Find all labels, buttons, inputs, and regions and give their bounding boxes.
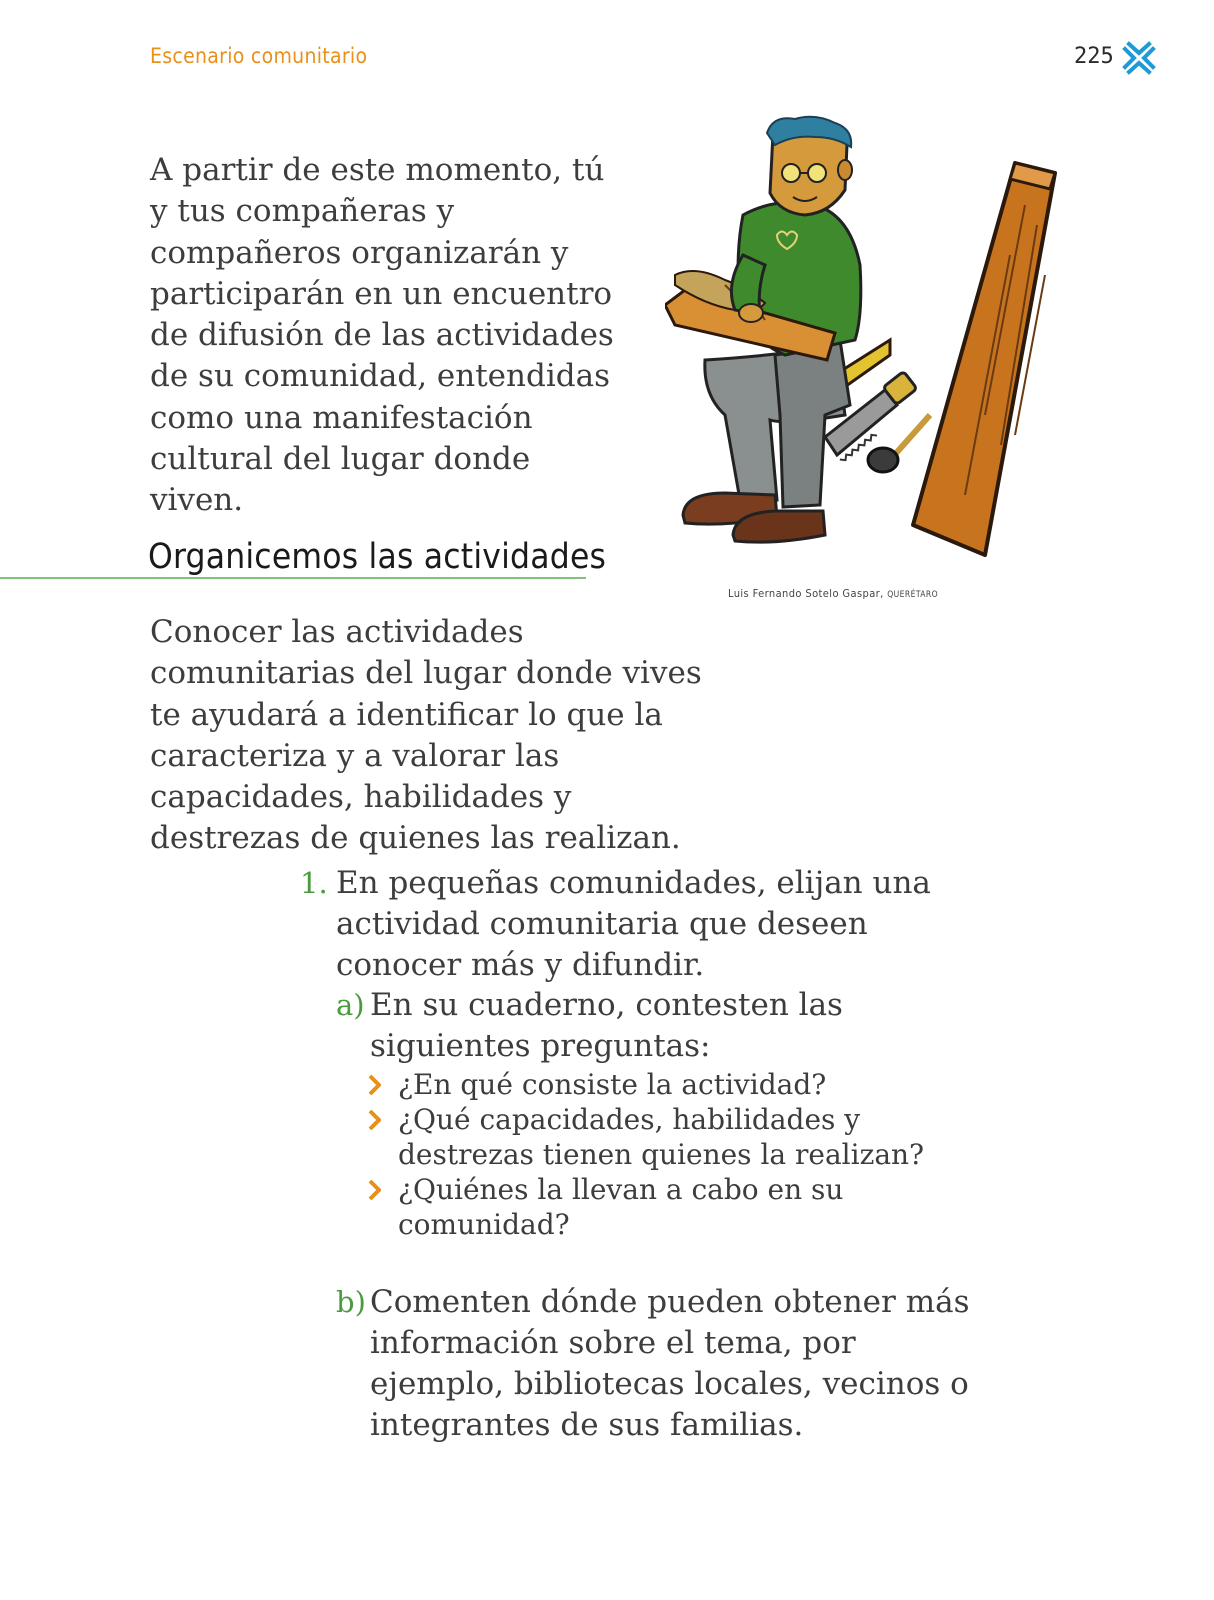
intro-paragraph: A partir de este momento, tú y tus compañeras y compañeros organizarán y participarán en un encuentro de difusión de las actividades de su comunidad, entendidas como una manifestación cultural del lugar donde viven. (150, 152, 614, 519)
credit-state: QUERÉTARO (887, 590, 938, 600)
credit-name: Luis Fernando Sotelo Gaspar, (728, 587, 884, 600)
activity-1 (300, 863, 1000, 1443)
question-text: ¿En qué consiste la actividad? (398, 1068, 827, 1101)
item-text: En su cuaderno, contesten las siguientes preguntas: (370, 987, 843, 1064)
section-header: Escenario comunitario (150, 44, 368, 68)
item-letter: a) (336, 988, 365, 1022)
orange-chevron-icon (368, 1179, 381, 1201)
orange-chevron-icon (368, 1074, 381, 1096)
wood-plank (913, 163, 1055, 555)
question-text: ¿Quiénes la llevan a cabo en su comunidad? (398, 1173, 844, 1241)
illustration-credit (728, 587, 938, 600)
question-item (368, 1172, 986, 1242)
mallet (868, 415, 930, 472)
question-item (368, 1102, 986, 1172)
head (767, 117, 852, 215)
orange-chevron-icon (368, 1109, 381, 1131)
body-paragraph: Conocer las actividades comunitarias del lugar donde vives te ayudará a identificar lo que la caracteriza y a valorar las capacidades, habilidades y destrezas de quienes las realizan. (150, 614, 702, 857)
item-text: Comenten dónde pueden obtener más información sobre el tema, por ejemplo, bibliotecas locales, vecinos o integrantes de sus familias. (370, 1284, 970, 1443)
item-letter: b) (336, 1285, 366, 1319)
activity-item-b (336, 1282, 986, 1446)
trousers (705, 340, 850, 507)
question-list (368, 1067, 986, 1242)
activity-text: En pequeñas comunidades, elijan una actividad comunitaria que deseen conocer más y difundir. (336, 865, 931, 983)
activity-number: 1. (300, 866, 328, 900)
carpenter-illustration (665, 115, 1085, 565)
question-text: ¿Qué capacidades, habilidades y destrezas tienen quienes la realizan? (398, 1103, 925, 1171)
page-number: 225 (1074, 44, 1114, 69)
activity-item-a (336, 985, 986, 1242)
blue-crossed-arrows-icon (1122, 40, 1156, 76)
title-underline (0, 577, 586, 579)
question-item (368, 1067, 986, 1102)
section-title: Organicemos las actividades (148, 537, 607, 577)
